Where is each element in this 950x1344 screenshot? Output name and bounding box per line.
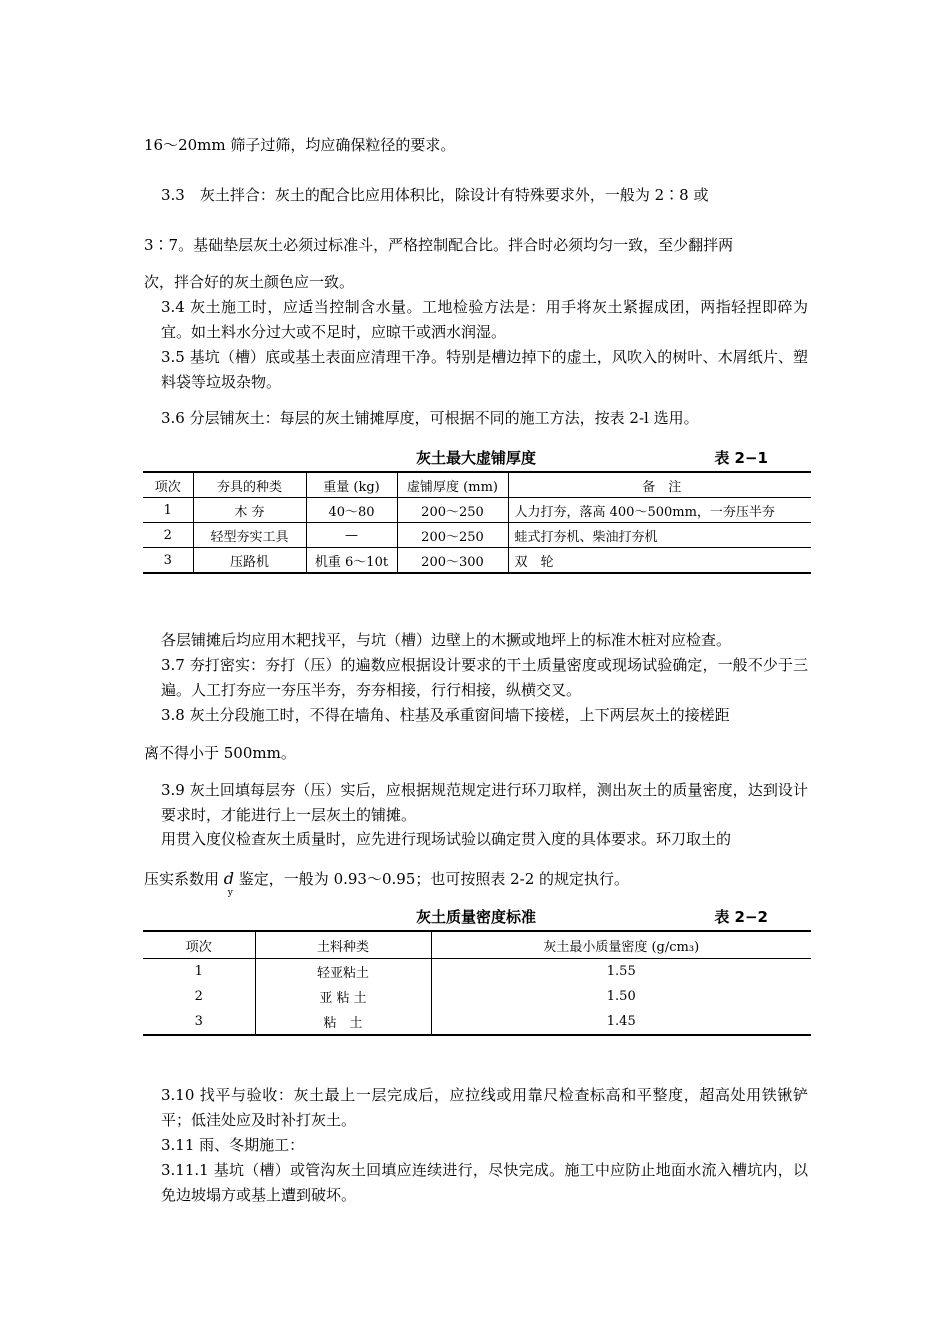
paragraph-3-7: 3.7 夯打密实：夯打（压）的遍数应根据设计要求的干土质量密度或现场试验确定，一般不少于三遍。人工打夯应一夯压半夯，夯夯相接，行行相接，纵横交叉。: [161, 656, 808, 699]
table1-header-row: [143, 472, 811, 498]
table-cell: 双 轮: [508, 548, 811, 574]
table1-header: 重量 (kg): [306, 472, 397, 498]
table2-caption: [144, 906, 808, 928]
table-cell: 粘 土: [255, 1009, 431, 1035]
paragraph-3-11-1: 3.11.1 基坑（槽）或管沟灰土回填应连续进行，尽快完成。施工中应防止地面水流入槽坑内，以免边坡塌方或基上遭到破坏。: [161, 1161, 808, 1204]
paragraph-3-6: 3.6 分层铺灰土：每层的灰土铺摊厚度，可根据不同的施工方法，按表 2-l 选用。: [161, 409, 699, 427]
table-cell: 40～80: [306, 498, 397, 523]
text-run: 鉴定，一般为 0.93～0.95；也可按照表 2-2 的规定执行。: [234, 870, 630, 888]
table-row: [143, 984, 811, 1009]
table1-header: 虚铺厚度 (mm): [397, 472, 508, 498]
paragraph-3-5: 3.5 基坑（槽）底或基土表面应清理干净。特别是槽边掉下的虚土，风吹入的树叶、木屑纸片、塑料袋等垃圾杂物。: [161, 348, 808, 391]
table-cell: 1: [194, 964, 203, 979]
paragraph-3-11: 3.11 雨、冬期施工：: [161, 1136, 305, 1154]
table1-header: 项次: [143, 472, 193, 498]
paragraph-penetrometer: 用贯入度仪检查灰土质量时，应先进行现场试验以确定贯入度的具体要求。环刀取土的: [161, 830, 732, 848]
symbol-subscript: y: [227, 888, 233, 898]
paragraph-3-3-end: 次，拌合好的灰土颜色应一致。: [144, 273, 355, 291]
text-run: 压实系数用: [144, 870, 224, 888]
table2-header-row: [143, 931, 811, 959]
table-cell: 压路机: [193, 548, 306, 574]
table-cell: 1.45: [431, 1009, 811, 1035]
table-cell: 机重 6～10t: [306, 548, 397, 574]
table-cell: 200～250: [397, 523, 508, 548]
table2-number: 表 2−2: [714, 908, 768, 926]
paragraph-3-3: 3.3 灰土拌合：灰土的配合比应用体积比，除设计有特殊要求外，一般为 2∶8 或: [161, 186, 709, 204]
table-cell: 1.50: [431, 984, 811, 1009]
table-cell: 木 夯: [193, 498, 306, 523]
table-max-loose-thickness: [143, 471, 811, 574]
table-row: [143, 548, 811, 574]
table-cell: —: [306, 523, 397, 548]
table-row: [143, 498, 811, 523]
table-row: [143, 959, 811, 985]
paragraph-3-4: 3.4 灰土施工时，应适当控制含水量。工地检验方法是：用手将灰土紧握成团，两指轻捏即碎为宜。如土料水分过大或不足时，应晾干或洒水润湿。: [161, 298, 808, 341]
paragraph-3-10: 3.10 找平与验收：灰土最上一层完成后，应拉线或用靠尺检查标高和平整度，超高处用铁锹铲平；低洼处应及时补打灰土。: [161, 1086, 808, 1129]
table2-header: 灰土最小质量密度 (g/cm₃): [431, 931, 811, 959]
table-cell: 2: [194, 989, 203, 1004]
table-row: [143, 523, 811, 548]
table-cell: 亚 粘 土: [255, 984, 431, 1009]
table-cell: 人力打夯，落高 400～500mm，一夯压半夯: [508, 498, 811, 523]
symbol-d: d: [223, 869, 235, 888]
paragraph-leveling: 各层铺摊后均应用木耙找平，与坑（槽）边壁上的木撅或地坪上的标准木桩对应检查。: [161, 631, 732, 649]
table1-header: 夯具的种类: [193, 472, 306, 498]
table-row: [143, 1009, 811, 1035]
paragraph-3-8: 3.8 灰土分段施工时，不得在墙角、柱基及承重窗间墙下接槎，上下两层灰土的接槎距: [161, 706, 730, 724]
table-cell: 3: [143, 548, 193, 574]
table1-caption: [144, 447, 808, 469]
table-cell: 3: [194, 1014, 203, 1029]
table2-header: 土料种类: [255, 931, 431, 959]
table-cell: 蛙式打夯机、柴油打夯机: [508, 523, 811, 548]
table-cell: 1.55: [431, 959, 811, 985]
dy-symbol: [223, 869, 235, 898]
table-cell: 200～300: [397, 548, 508, 574]
table-cell: 200～250: [397, 498, 508, 523]
table1-header: 备 注: [508, 472, 811, 498]
paragraph-compaction: [144, 866, 808, 898]
table2-title: 灰土质量密度标准: [415, 908, 536, 926]
table-cell: 2: [143, 523, 193, 548]
table-cell: 1: [143, 498, 193, 523]
paragraph-3-9: 3.9 灰土回填每层夯（压）实后，应根据规范规定进行环刀取样，测出灰土的质量密度，达到设计要求时，才能进行上一层灰土的铺摊。: [161, 781, 808, 824]
paragraph-3-3-cont: 3∶7。基础垫层灰土必须过标准斗，严格控制配合比。拌合时必须均匀一致，至少翻拌两: [144, 236, 734, 254]
table-cell: 轻亚粘土: [255, 959, 431, 985]
table1-number: 表 2−1: [714, 449, 768, 467]
table2-header: 项次: [143, 931, 255, 959]
paragraph-sieve: 16～20mm 筛子过筛，均应确保粒径的要求。: [144, 136, 456, 154]
table-cell: 轻型夯实工具: [193, 523, 306, 548]
table1-title: 灰土最大虚铺厚度: [415, 449, 536, 467]
paragraph-3-8-cont: 离不得小于 500mm。: [144, 744, 296, 762]
table-density-standard: [143, 930, 811, 1036]
